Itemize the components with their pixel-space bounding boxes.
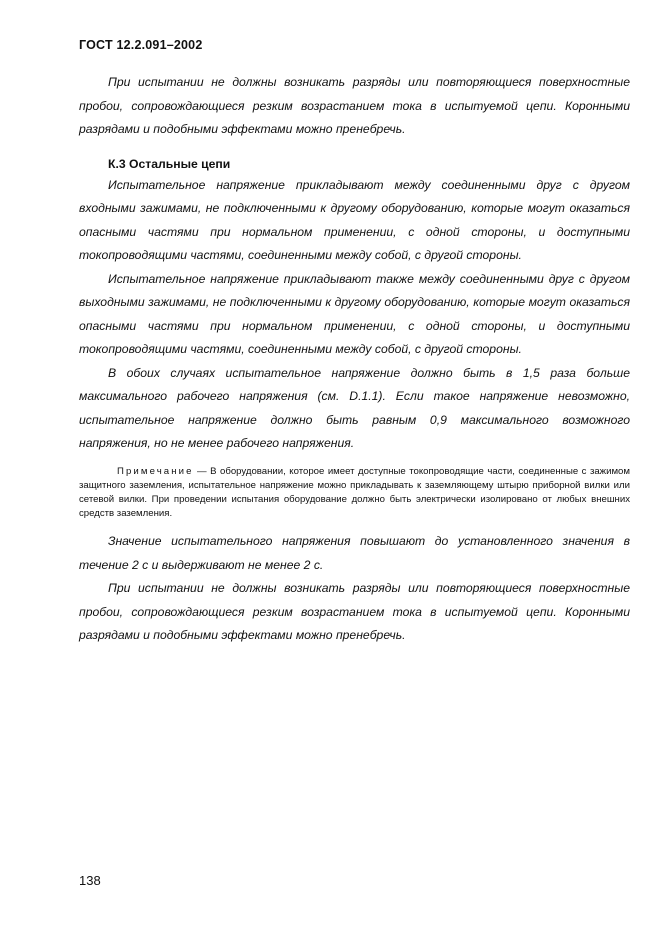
paragraph-discharge-criteria-repeat: При испытании не должны возникать разряды или повторяющиеся поверхностные пробои, сопровождающиеся резким возрастанием тока в испытуемой цепи. Коронными разрядами и подобными эффектами можно пренебречь. bbox=[79, 581, 630, 643]
note-label: Примечание bbox=[117, 465, 194, 477]
paragraph-output-terminals: Испытательное напряжение прикладывают также между соединенными друг с другом выходными зажимами, не подключенными к другому оборудованию, которые могут оказаться опасными частями при нормальном применении, с одной стороны, и доступными токопроводящими частями, соединенными между собой, с другой стороны. bbox=[79, 271, 630, 356]
paragraph-voltage-ramp: Значение испытательного напряжения повышают до установленного значения в течение 2 с и выдерживают не менее 2 с. bbox=[79, 534, 630, 572]
note-text: — В оборудовании, которое имеет доступные токопроводящие части, соединенные с зажимом защитного заземления, испытательное напряжение можно прикладывать к заземляющему штырю приборной вилки или сетевой вилки. При проведении испытания оборудование должно быть электрически изолировано от любых внешних средств заземления. bbox=[79, 465, 630, 520]
paragraph-input-terminals: Испытательное напряжение прикладывают между соединенными друг с другом входными зажимами, не подключенными к другому оборудованию, которые могут оказаться опасными частями при нормальном применении, с одной стороны, и доступными токопроводящими частями, соединенными между собой, с другой стороны. bbox=[79, 177, 630, 262]
paragraph-discharge-criteria: При испытании не должны возникать разряды или повторяющиеся поверхностные пробои, сопровождающиеся резким возрастанием тока в испытуемой цепи. Коронными разрядами и подобными эффектами можно пренебречь. bbox=[79, 75, 630, 136]
page-body bbox=[79, 71, 630, 648]
note-block bbox=[79, 465, 630, 522]
page-number: 138 bbox=[79, 873, 101, 888]
standard-header: ГОСТ 12.2.091–2002 bbox=[79, 38, 203, 52]
paragraph-test-voltage: В обоих случаях испытательное напряжение должно быть в 1,5 раза больше максимального рабочего напряжения (см. D.1.1). Если такое напряжение невозможно, испытательное напряжение должно быть равным 0,9 максимального возможного напряжения, но не менее рабочего напряжения. bbox=[79, 365, 630, 450]
section-heading: К.3 Остальные цепи bbox=[108, 156, 231, 171]
